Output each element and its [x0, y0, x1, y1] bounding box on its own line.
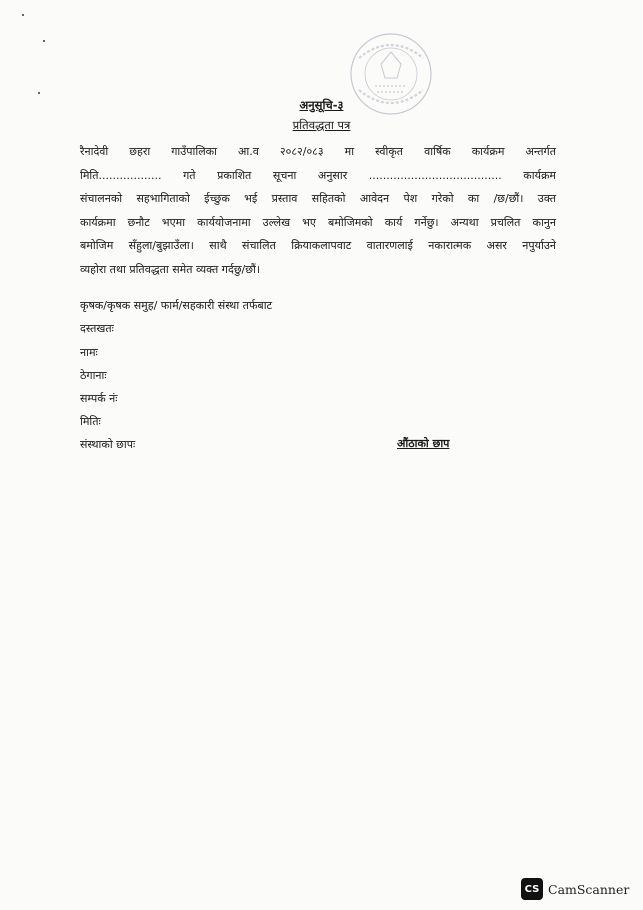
date-label: मितिः — [80, 415, 101, 428]
scan-speck — [22, 14, 24, 16]
paragraph-line: मिति.................. गते प्रकाशित सूचना अनुसार ...................................... कार्यक्रम — [80, 168, 556, 182]
camscanner-logo-icon: CS — [521, 878, 543, 900]
document-title: अनुसूचि-३ — [299, 98, 344, 112]
paragraph-line: व्यहोरा तथा प्रतिवद्धता समेत व्यक्त गर्दछु/छौं। — [80, 262, 260, 276]
paragraph-line: बमोजिम सँहुला/बुझाउँला। साथै संचालित क्रियाकलापवाट वातारणलाई नकारात्मक असर नपुर्याउने — [80, 239, 556, 252]
signature-label: दस्तखतः — [80, 322, 114, 335]
on-behalf-label: कृषक/कृषक समुह/ फार्म/सहकारी संस्था तर्फबाट — [80, 299, 273, 312]
scan-speck — [38, 92, 40, 94]
organization-stamp-label: संस्थाको छापः — [80, 438, 136, 451]
camscanner-name: CamScanner — [548, 881, 630, 897]
paragraph-line: संचालनको सहभागिताको ईच्छुक भई प्रस्ताव सहितको आवेदन पेश गरेको का /छ/छौं। उक्त — [80, 192, 556, 205]
contact-label: सम्पर्क नंः — [80, 392, 118, 405]
thumbprint-stamp-label: औंठाको छाप — [397, 437, 450, 450]
document-subtitle: प्रतिवद्धता पत्र — [292, 118, 351, 132]
commitment-paragraph — [80, 140, 556, 281]
name-label: नामः — [80, 346, 98, 359]
camscanner-watermark — [521, 878, 629, 900]
scan-speck — [43, 40, 45, 42]
paragraph-line: रैनादेवी छहरा गाउँपालिका आ.व २०८२/०८३ मा स्वीकृत वार्षिक कार्यक्रम अन्तर्गत — [80, 145, 556, 158]
address-label: ठेगानाः — [80, 369, 107, 382]
paragraph-line: कार्यक्रमा छनौट भएमा कार्ययोजनामा उल्लेख भए बमोजिमको कार्य गर्नेछु। अन्यथा प्रचलित कानुन — [80, 215, 556, 229]
